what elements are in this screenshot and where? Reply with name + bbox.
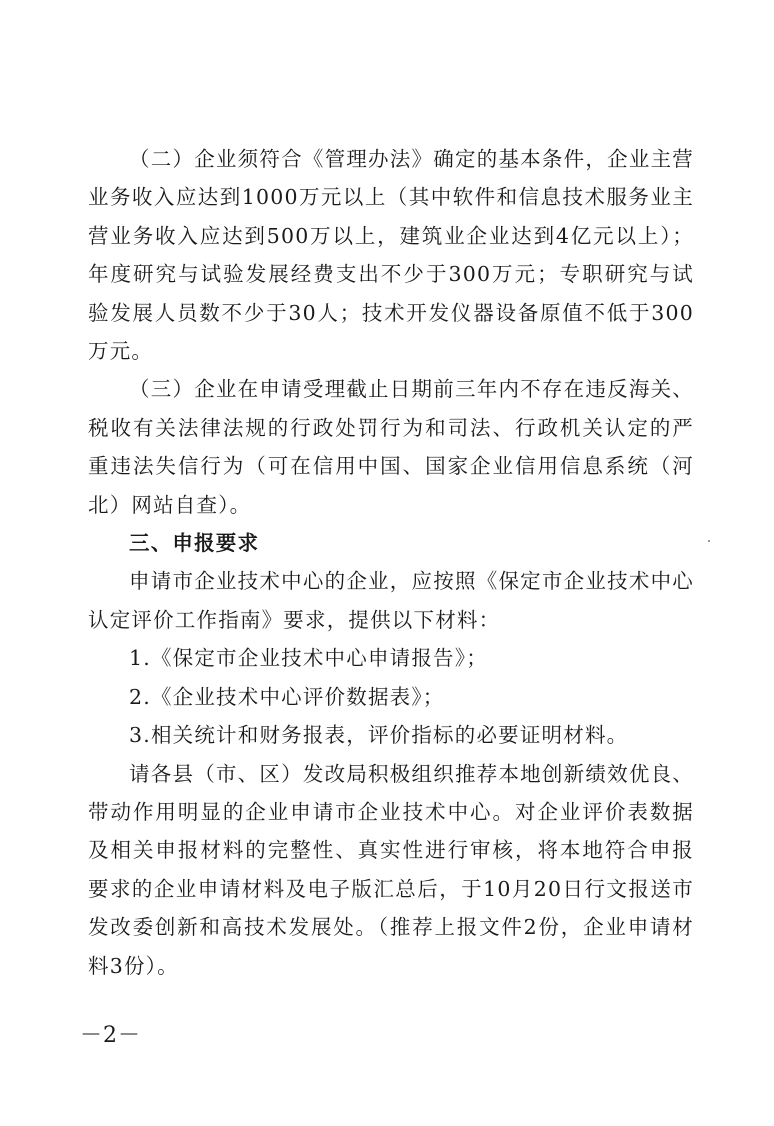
list-item-evaluation-table: 2.《企业技术中心评价数据表》； [129,684,445,709]
paragraph-submission-instructions: 请各县（市、区）发改局积极组织推荐本地创新绩效优良、带动作用明显的企业申请市企业技术中心。对企业评价表数据及相关申报材料的完整性、真实性进行审核，将本地符合申报要求的企业申请材料及电子版汇总后，于10月20日行文报送市发改委创新和高技术发展处。（推荐上报文件2份，企业申请材料3份）。 [88,761,694,978]
section-heading-requirements: 三、申报要求 [129,531,260,556]
list-item-financial-statements: 3.相关统计和财务报表，评价指标的必要证明材料。 [129,723,629,748]
scan-speck [708,540,710,542]
page-number: －2－ [80,1023,141,1048]
list-item-application-report: 1.《保定市企业技术中心申请报告》； [129,646,488,671]
paragraph-no-violations: （三）企业在申请受理截止日期前三年内不存在违反海关、税收有关法律法规的行政处罚行为和司法、行政机关认定的严重违法失信行为（可在信用中国、国家企业信用信息系统（河北）网站自查）。 [88,377,694,517]
document-body [88,140,694,985]
paragraph-basic-conditions: （二）企业须符合《管理办法》确定的基本条件，企业主营业务收入应达到1000万元以上（其中软件和信息技术服务业主营业务收入应达到500万以上，建筑业企业达到4亿元以上）；年度研究与试验发展经费支出不少于300万元；专职研究与试验发展人员数不少于30人；技术开发仪器设备原值不低于300万元。 [88,147,694,364]
paragraph-materials-intro: 申请市企业技术中心的企业，应按照《保定市企业技术中心认定评价工作指南》要求，提供以下材料： [88,569,694,632]
